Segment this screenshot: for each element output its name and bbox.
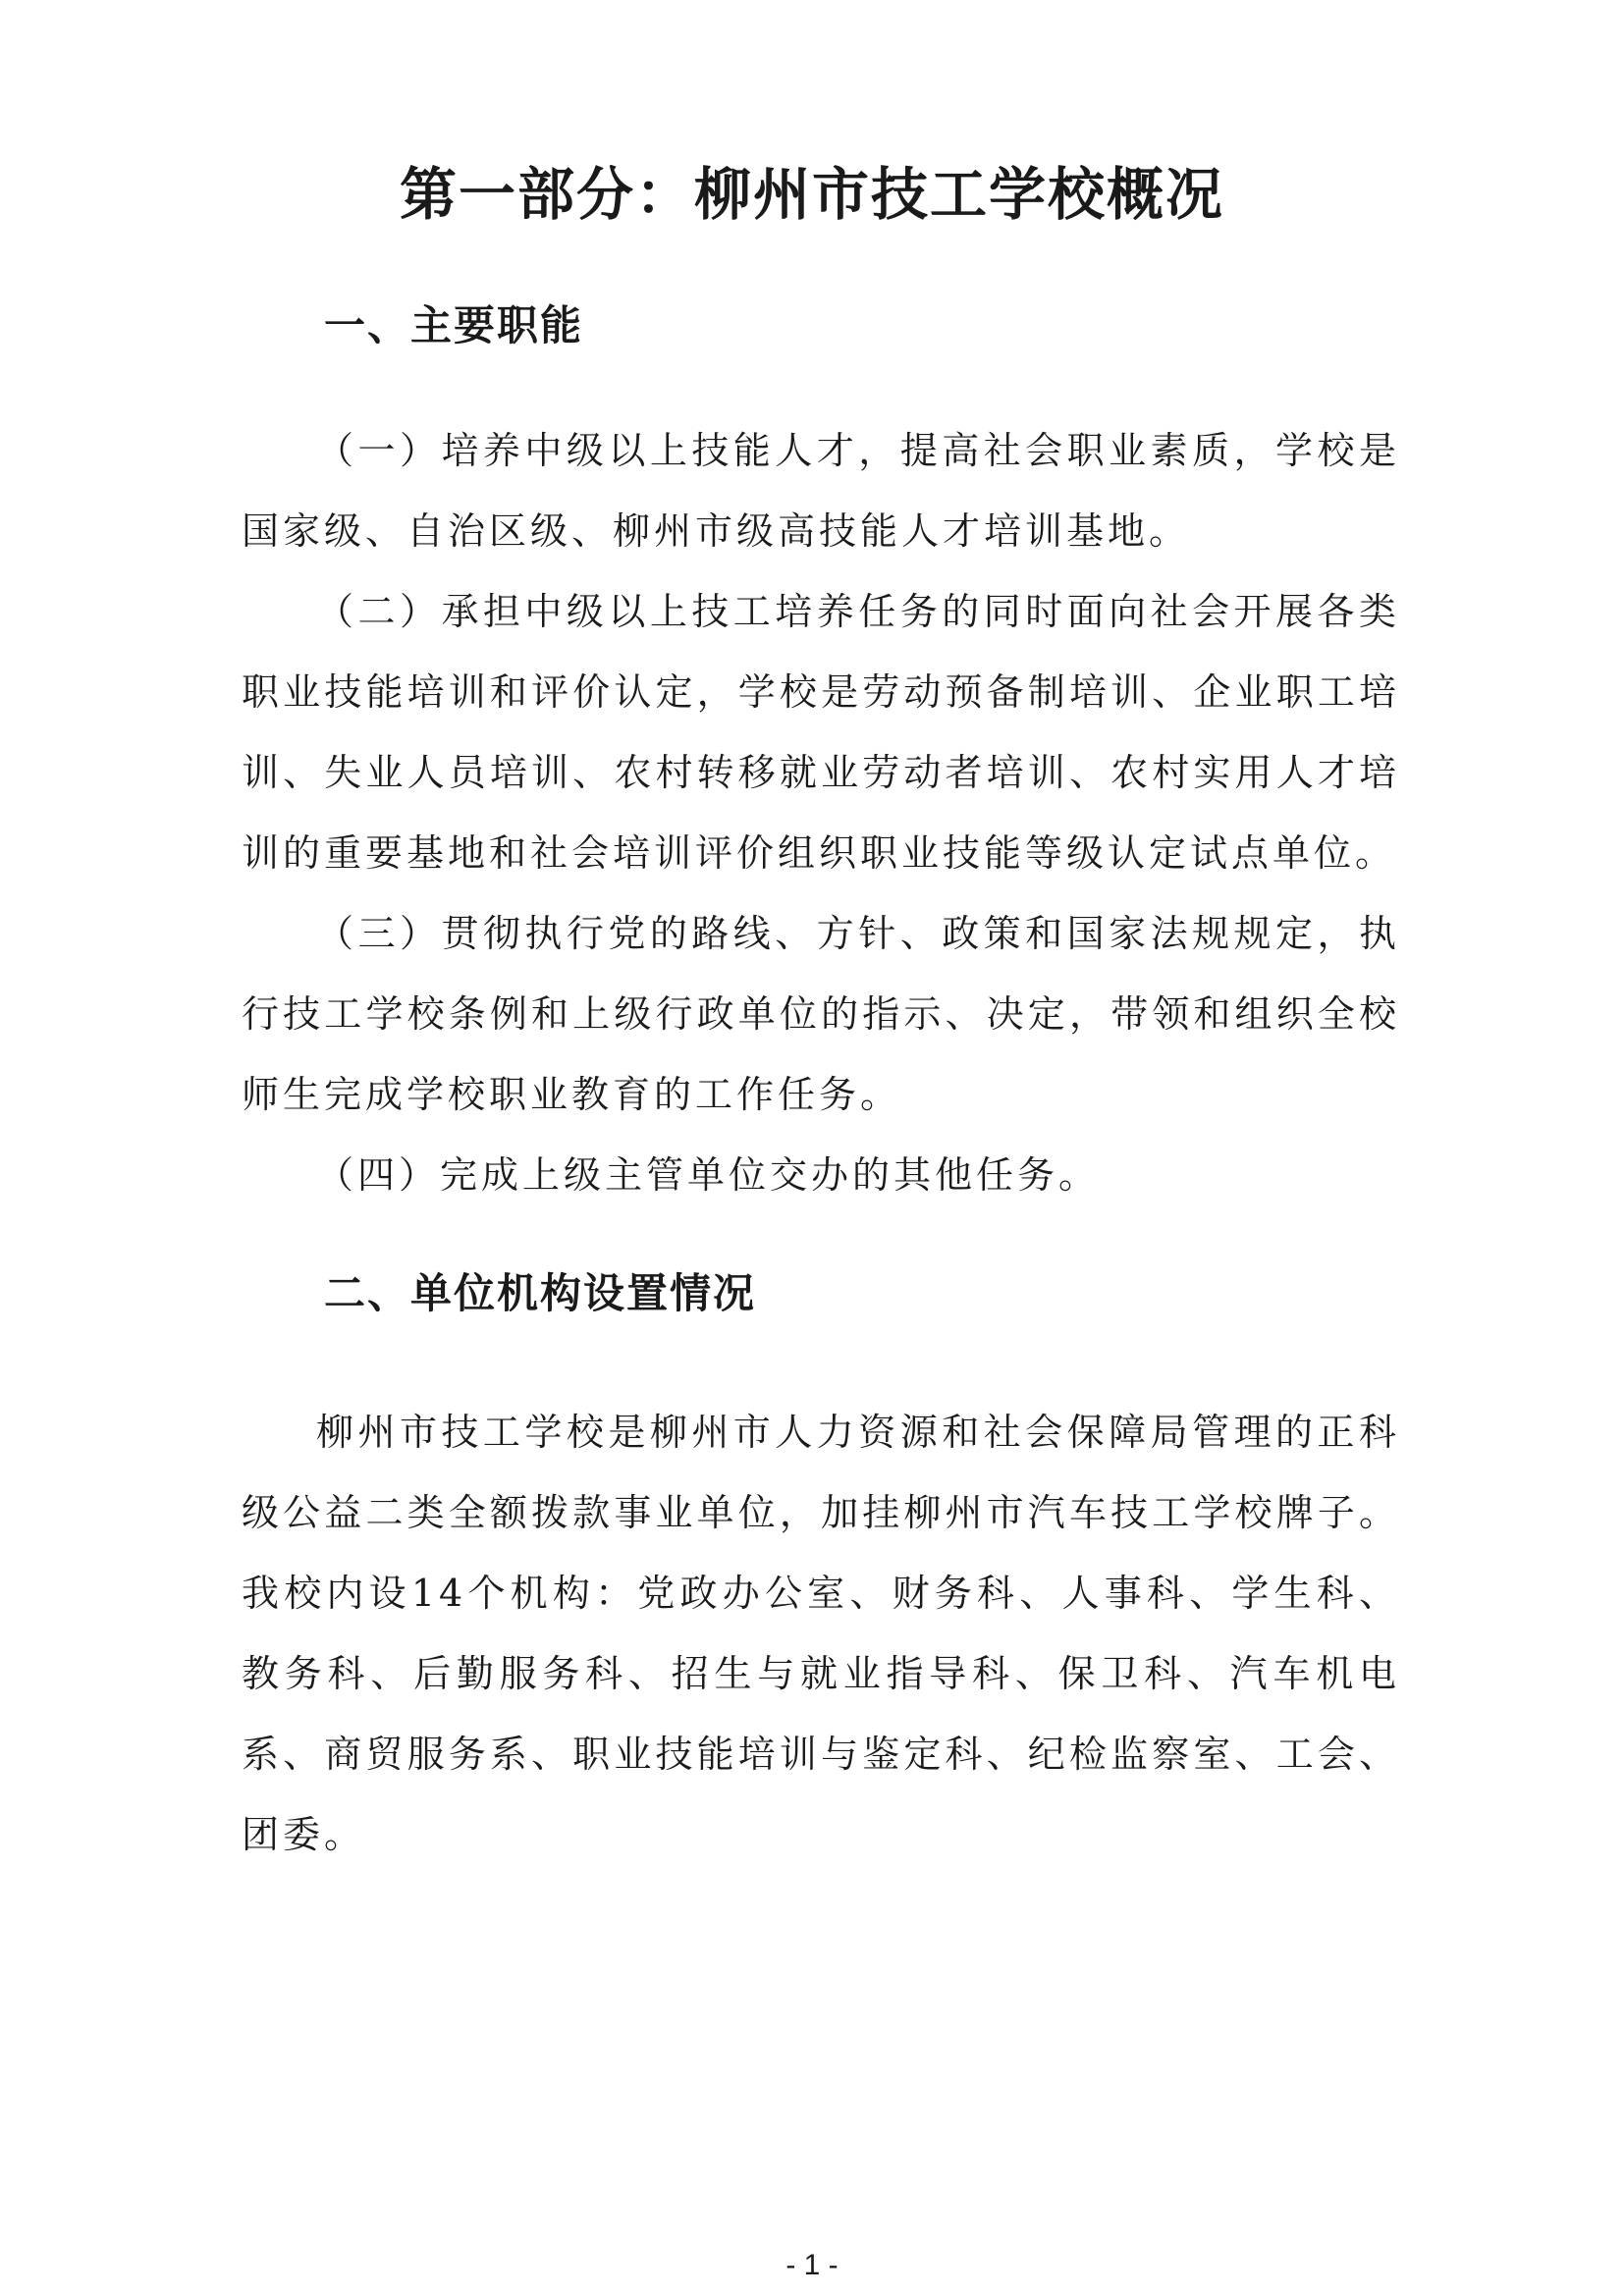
page-number: - 1 - bbox=[785, 2249, 839, 2281]
section-body-organization bbox=[242, 1392, 1400, 1875]
section-body-functions bbox=[242, 410, 1400, 1215]
paragraph: （三）贯彻执行党的路线、方针、政策和国家法规规定，执行技工学校条例和上级行政单位的指示、决定，带领和组织全校师生完成学校职业教育的工作任务。 bbox=[242, 912, 1400, 1116]
paragraph: （一）培养中级以上技能人才，提高社会职业素质，学校是国家级、自治区级、柳州市级高技能人才培训基地。 bbox=[242, 429, 1400, 553]
paragraph: （四）完成上级主管单位交办的其他任务。 bbox=[316, 1153, 1101, 1197]
paragraph: （二）承担中级以上技工培养任务的同时面向社会开展各类职业技能培训和评价认定，学校是劳动预备制培训、企业职工培训、失业人员培训、农村转移就业劳动者培训、农村实用人才培训的重要基地和社会培训评价组织职业技能等级认定试点单位。 bbox=[242, 590, 1400, 875]
section-heading-organization: 二、单位机构设置情况 bbox=[324, 1269, 757, 1317]
section-heading-functions: 一、主要职能 bbox=[324, 301, 584, 349]
paragraph: 柳州市技工学校是柳州市人力资源和社会保障局管理的正科级公益二类全额拨款事业单位，加挂柳州市汽车技工学校牌子。我校内设14个机构：党政办公室、财务科、人事科、学生科、教务科、后勤服务科、招生与就业指导科、保卫科、汽车机电系、商贸服务系、职业技能培训与鉴定科、纪检监察室、工会、团委。 bbox=[242, 1411, 1400, 1856]
page-title: 第一部分：柳州市技工学校概况 bbox=[399, 161, 1224, 228]
